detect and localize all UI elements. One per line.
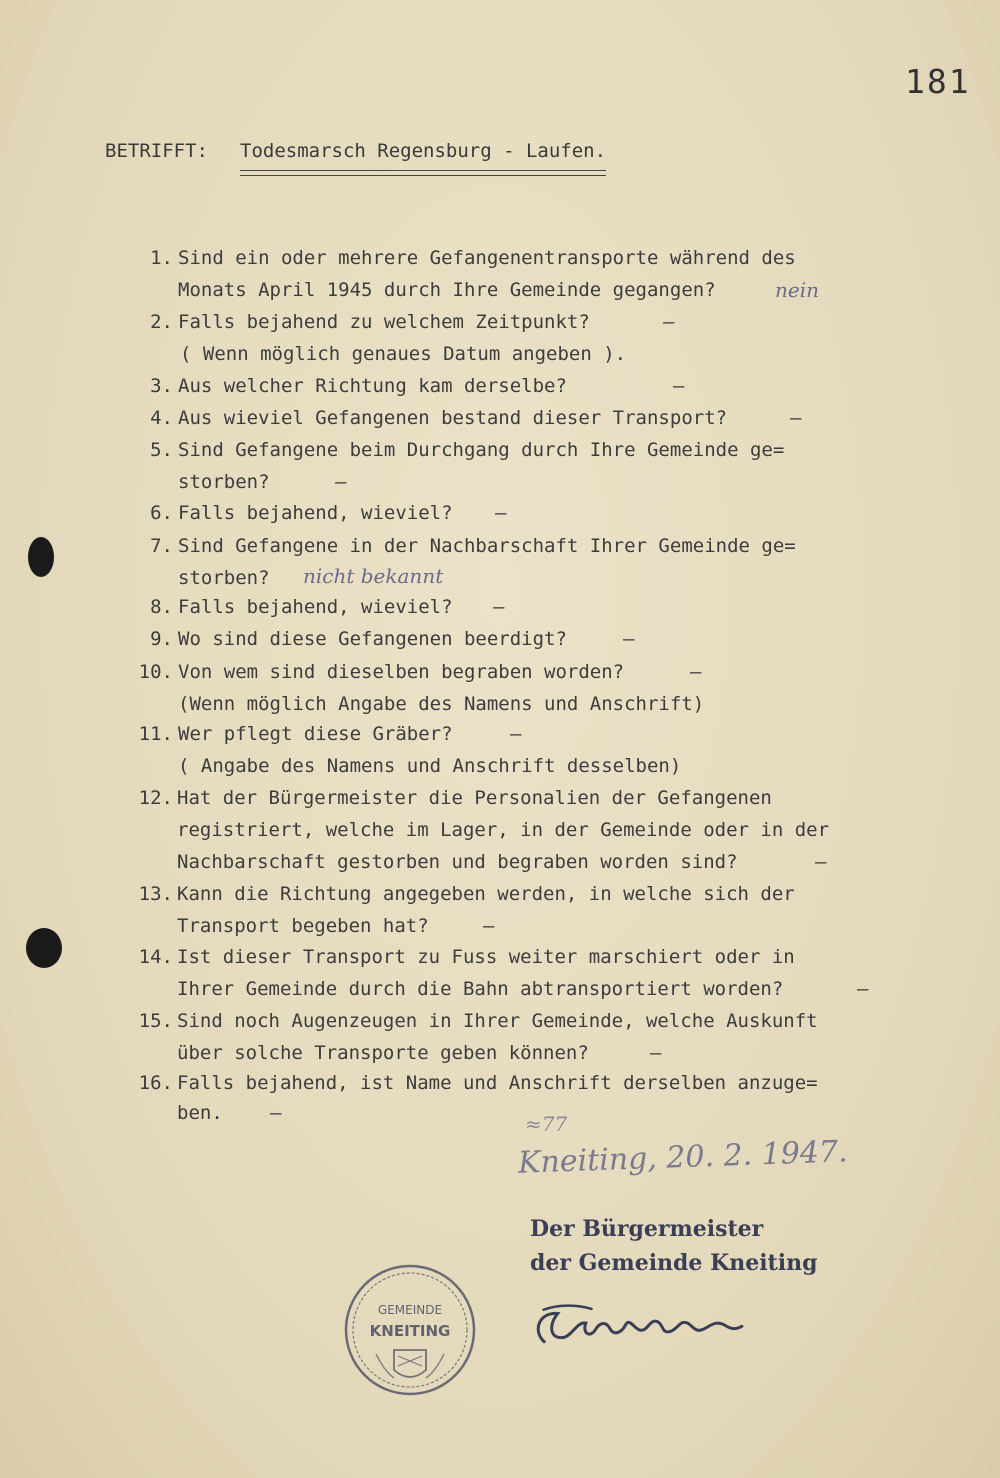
office-line-2: der Gemeinde Kneiting bbox=[530, 1250, 818, 1276]
answer-dash: — bbox=[673, 375, 685, 397]
question-text: Hat der Bürgermeister die Personalien der Gefangenen bbox=[177, 787, 772, 809]
handwritten-answer: nein bbox=[775, 278, 819, 302]
question-text: Aus welcher Richtung kam derselbe? bbox=[178, 375, 567, 397]
answer-dash: — bbox=[623, 628, 635, 650]
question-number: 1. bbox=[150, 247, 173, 269]
answer-dash: — bbox=[510, 723, 522, 745]
place-date: Kneiting, 20. 2. 1947. bbox=[517, 1134, 849, 1181]
answer-dash: — bbox=[857, 978, 869, 1000]
punch-hole bbox=[26, 928, 62, 968]
question-text: Sind Gefangene beim Durchgang durch Ihre Gemeinde ge= bbox=[178, 439, 785, 461]
question-number: 5. bbox=[150, 439, 173, 461]
question-text: ben. bbox=[177, 1102, 223, 1124]
subject-label: BETRIFFT: bbox=[105, 140, 208, 162]
question-text: storben? bbox=[178, 567, 270, 589]
question-number: 13. bbox=[138, 883, 173, 905]
answer-dash: — bbox=[270, 1102, 282, 1124]
question-text: registriert, welche im Lager, in der Gemeinde oder in der bbox=[177, 819, 830, 841]
question-number: 2. bbox=[150, 311, 173, 333]
svg-text:KNEITING: KNEITING bbox=[369, 1322, 451, 1340]
question-text: Falls bejahend, wieviel? bbox=[178, 502, 453, 524]
answer-dash: — bbox=[815, 851, 827, 873]
question-number: 10. bbox=[138, 661, 173, 683]
question-number: 7. bbox=[150, 535, 173, 557]
question-text: Nachbarschaft gestorben und begraben worden sind? bbox=[177, 851, 738, 873]
office-stamp bbox=[530, 1212, 817, 1280]
answer-dash: — bbox=[495, 502, 507, 524]
signature-graphic bbox=[529, 1296, 760, 1360]
municipal-seal bbox=[342, 1262, 478, 1398]
answer-dash: — bbox=[335, 471, 347, 493]
question-text: Falls bejahend zu welchem Zeitpunkt? bbox=[178, 311, 590, 333]
question-text: über solche Transporte geben können? bbox=[177, 1042, 589, 1064]
answer-dash: — bbox=[790, 407, 802, 429]
question-number: 14. bbox=[138, 946, 173, 968]
handwritten-mark: ≈77 bbox=[525, 1112, 568, 1136]
question-text: Monats April 1945 durch Ihre Gemeinde gegangen? bbox=[178, 279, 716, 301]
punch-hole bbox=[28, 537, 54, 577]
subject-line bbox=[105, 140, 606, 171]
answer-dash: — bbox=[663, 311, 675, 333]
question-text: Ihrer Gemeinde durch die Bahn abtransportiert worden? bbox=[177, 978, 784, 1000]
question-text: ( Angabe des Namens und Anschrift desselben) bbox=[178, 755, 682, 777]
question-text: Falls bejahend, ist Name und Anschrift derselben anzuge= bbox=[177, 1072, 818, 1094]
question-text: Sind noch Augenzeugen in Ihrer Gemeinde, welche Auskunft bbox=[177, 1010, 818, 1032]
page-number: 181 bbox=[905, 62, 971, 101]
question-number: 3. bbox=[150, 375, 173, 397]
question-text: Falls bejahend, wieviel? bbox=[178, 596, 453, 618]
question-number: 15. bbox=[138, 1010, 173, 1032]
question-number: 8. bbox=[150, 596, 173, 618]
answer-dash: — bbox=[483, 915, 495, 937]
question-text: storben? bbox=[178, 471, 270, 493]
question-text: Sind Gefangene in der Nachbarschaft Ihrer Gemeinde ge= bbox=[178, 535, 796, 557]
question-number: 16. bbox=[138, 1072, 173, 1094]
signature bbox=[529, 1296, 760, 1369]
question-text: Von wem sind dieselben begraben worden? bbox=[178, 661, 625, 683]
question-text: Aus wieviel Gefangenen bestand dieser Transport? bbox=[178, 407, 728, 429]
question-text: Kann die Richtung angegeben werden, in welche sich der bbox=[177, 883, 795, 905]
svg-text:GEMEINDE: GEMEINDE bbox=[377, 1303, 443, 1317]
question-number: 4. bbox=[150, 407, 173, 429]
question-text: Transport begeben hat? bbox=[177, 915, 429, 937]
answer-dash: — bbox=[690, 661, 702, 683]
question-text: ( Wenn möglich genaues Datum angeben ). bbox=[180, 343, 627, 365]
answer-dash: — bbox=[650, 1042, 662, 1064]
question-text: Wer pflegt diese Gräber? bbox=[178, 723, 453, 745]
question-number: 12. bbox=[138, 787, 173, 809]
question-number: 11. bbox=[138, 723, 173, 745]
question-text: (Wenn möglich Angabe des Namens und Anschrift) bbox=[178, 693, 705, 715]
answer-dash: — bbox=[493, 596, 505, 618]
handwritten-answer: nicht bekannt bbox=[303, 564, 444, 588]
question-text: Sind ein oder mehrere Gefangenentransporte während des bbox=[178, 247, 796, 269]
subject-title: Todesmarsch Regensburg - Laufen. bbox=[240, 140, 606, 171]
question-text: Wo sind diese Gefangenen beerdigt? bbox=[178, 628, 567, 650]
office-line-1: Der Bürgermeister bbox=[530, 1216, 764, 1242]
question-text: Ist dieser Transport zu Fuss weiter marschiert oder in bbox=[177, 946, 795, 968]
question-number: 6. bbox=[150, 502, 173, 524]
question-number: 9. bbox=[150, 628, 173, 650]
